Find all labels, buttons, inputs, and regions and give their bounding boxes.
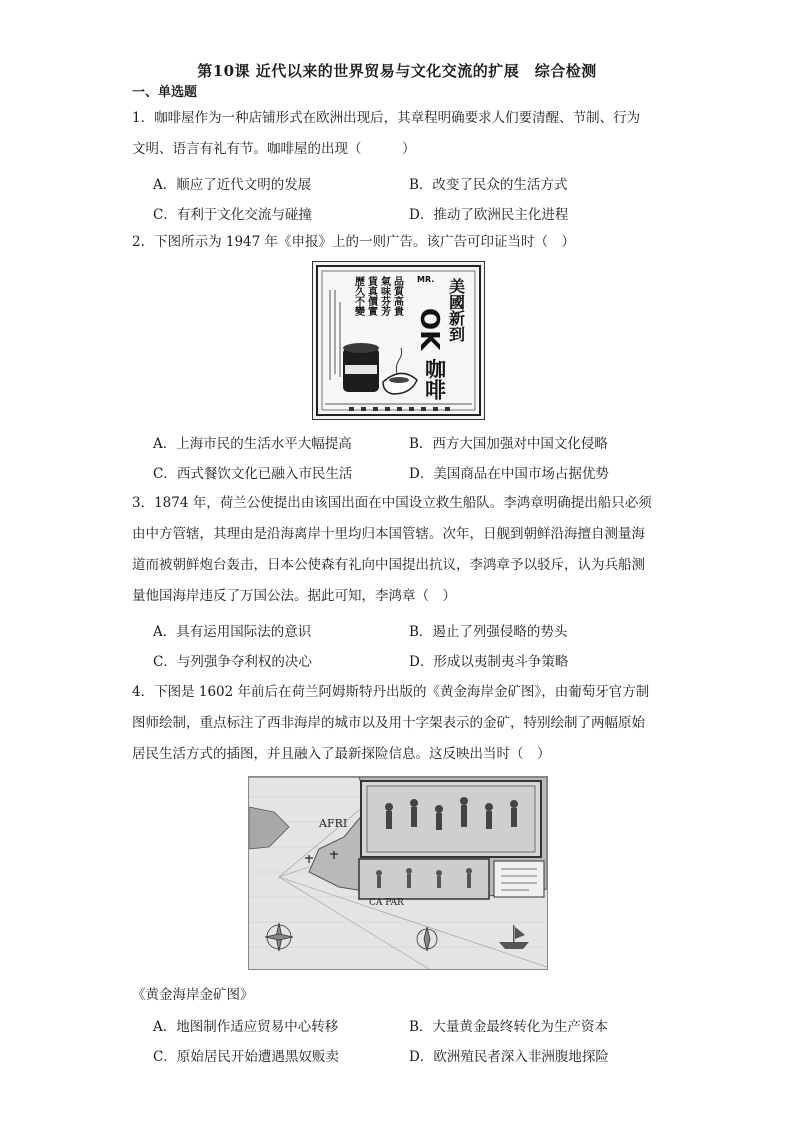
- ad-title-1: 美國新到: [446, 278, 466, 342]
- ad-slogan-4: 歷久不變: [352, 276, 364, 316]
- question-3-line-4: 量他国海岸违反了万国公法。据此可知，李鸿章（ ）: [132, 588, 456, 604]
- page-title: 第10课 近代以来的世界贸易与文化交流的扩展 综合检测: [197, 62, 597, 80]
- question-3-line-2: 由中方管辖，其理由是沿海离岸十里均归本国管辖。次年，日舰到朝鲜沿海擅自测量海: [132, 526, 645, 542]
- question-1-option-c[interactable]: C．有利于文化交流与碰撞: [153, 207, 312, 223]
- question-4-option-b[interactable]: B．大量黄金最终转化为生产资本: [409, 1019, 608, 1035]
- coffee-ad-illustration: [313, 262, 484, 419]
- question-4-option-c[interactable]: C．原始居民开始遭遇黑奴贩卖: [153, 1049, 339, 1065]
- gold-coast-map-illustration: [249, 777, 547, 969]
- coffee-advertisement-image: [312, 261, 485, 420]
- question-3-option-b[interactable]: B．遏止了列强侵略的势头: [409, 624, 568, 640]
- question-2-line-1: 2．下图所示为 1947 年《申报》上的一则广告。该广告可印证当时（ ）: [132, 234, 576, 250]
- question-2-option-d[interactable]: D．美国商品在中国市场占据优势: [409, 466, 609, 482]
- ad-slogan-2: 氣味芬芳: [378, 276, 390, 316]
- ad-brand-ok: OK: [414, 308, 444, 351]
- question-4-option-a[interactable]: A．地图制作适应贸易中心转移: [153, 1019, 339, 1035]
- question-1-line-2: 文明、语言有礼有节。咖啡屋的出现（ ）: [132, 141, 416, 157]
- question-1-option-b[interactable]: B．改变了民众的生活方式: [409, 177, 568, 193]
- question-1-option-a[interactable]: A．顺应了近代文明的发展: [153, 177, 312, 193]
- ad-slogan-1: 品質高貴: [391, 276, 403, 316]
- question-3-option-c[interactable]: C．与列强争夺利权的决心: [153, 654, 312, 670]
- ad-title-2: 咖啡: [422, 358, 448, 400]
- question-2-option-c[interactable]: C．西式餐饮文化已融入市民生活: [153, 466, 353, 482]
- map-label-capar: CA PAR: [369, 898, 404, 908]
- ad-slogan-3: 貨真價實: [365, 276, 377, 316]
- map-caption: 《黄金海岸金矿图》: [132, 987, 254, 1003]
- question-1-option-d[interactable]: D．推动了欧洲民主化进程: [409, 207, 569, 223]
- question-3-option-d[interactable]: D．形成以夷制夷斗争策略: [409, 654, 569, 670]
- question-4-line-2: 图师绘制，重点标注了西非海岸的城市以及用十字架表示的金矿，特别绘制了两幅原始: [132, 715, 645, 731]
- question-4-option-d[interactable]: D．欧洲殖民者深入非洲腹地探险: [409, 1049, 609, 1065]
- question-3-option-a[interactable]: A．具有运用国际法的意识: [153, 624, 312, 640]
- question-4-line-1: 4．下图是 1602 年前后在荷兰阿姆斯特丹出版的《黄金海岸金矿图》，由葡萄牙官方制: [132, 684, 650, 700]
- question-2-option-a[interactable]: A．上海市民的生活水平大幅提高: [153, 436, 352, 452]
- question-2-option-b[interactable]: B．西方大国加强对中国文化侵略: [409, 436, 608, 452]
- question-3-line-3: 道而被朝鲜炮台轰击，日本公使森有礼向中国提出抗议，李鸿章予以驳斥，认为兵船测: [132, 557, 645, 573]
- map-label-afri: AFRI: [319, 817, 348, 830]
- section-heading: 一、单选题: [132, 85, 198, 100]
- gold-coast-map-image: [248, 776, 548, 970]
- ad-brand-mr: MR.: [417, 275, 435, 284]
- question-3-line-1: 3．1874 年，荷兰公使提出由该国出面在中国设立救生船队。李鸿章明确提出船只必须: [132, 495, 652, 511]
- question-1-line-1: 1．咖啡屋作为一种店铺形式在欧洲出现后，其章程明确要求人们要清醒、节制、行为: [132, 110, 641, 126]
- question-4-line-3: 居民生活方式的插图，并且融入了最新探险信息。这反映出当时（ ）: [132, 746, 551, 762]
